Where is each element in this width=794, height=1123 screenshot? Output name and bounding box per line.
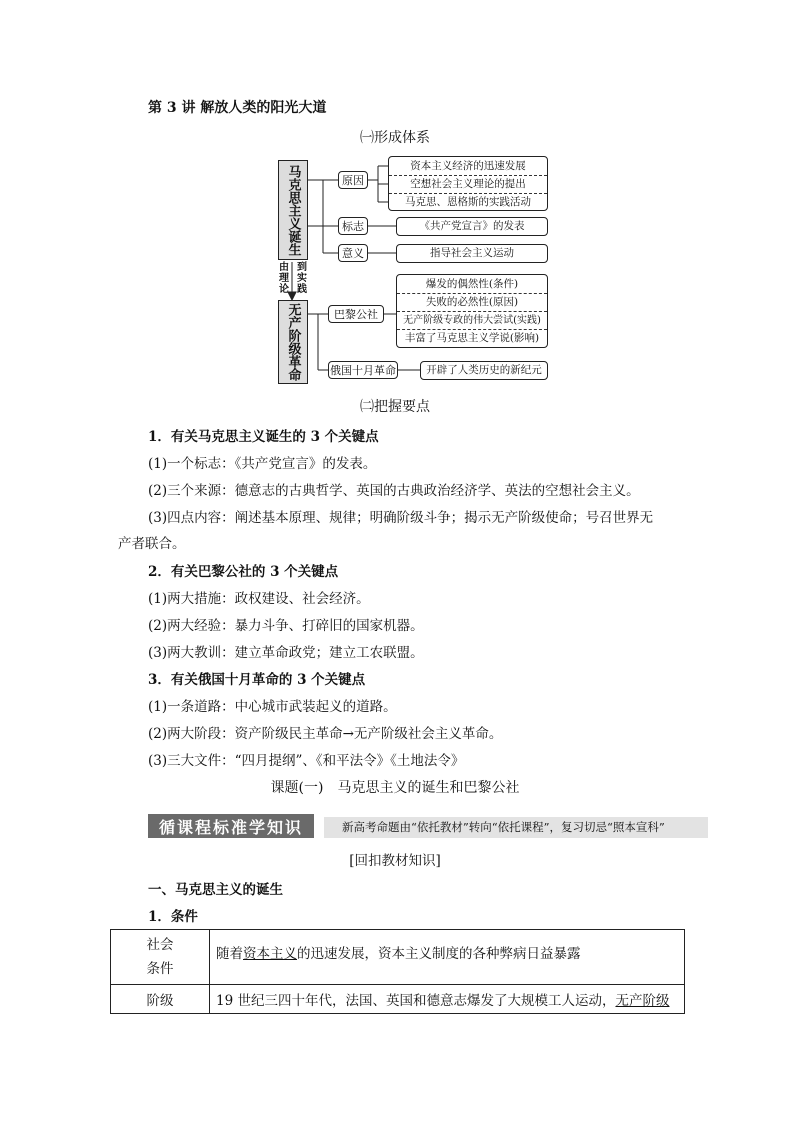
meaning-box [396,244,548,263]
part-heading: 一、马克思主义的诞生 [148,882,283,898]
lecture-title: 第 3 讲 解放人类的阳光大道 [148,100,327,116]
point-line: (3)两大教训：建立革命政党；建立工农联盟。 [148,645,424,661]
banner-title: 循课程标准学知识 [148,814,314,838]
course-standard-banner [148,814,708,838]
cause-label: 原因 [338,171,368,189]
cause-item: 空想社会主义理论的提出 [389,175,547,193]
meaning-label: 意义 [338,244,368,262]
point-line: (2)两大阶段：资产阶级民主革命→无产阶级社会主义革命。 [148,726,503,742]
paris-items-box [396,274,548,348]
row-label-line: 社会 [146,937,174,953]
paris-commune-label: 巴黎公社 [328,305,384,323]
point-line: (1)一条道路：中心城市武装起义的道路。 [148,699,397,715]
row-label [111,930,210,985]
review-heading: [回扣教材知识] [349,853,441,869]
table-row [111,985,685,1014]
transition-left-label: 由理论 [279,262,289,295]
october-revolution-label: 俄国十月革命 [328,361,398,379]
point-heading: 2．有关巴黎公社的 3 个关键点 [148,564,339,580]
sign-text: 《共产党宣言》的发表 [419,220,525,232]
paris-item: 爆发的偶然性(条件) [425,278,519,290]
row-label-line: 阶级 [146,993,174,1009]
content-text: 的迅速发展，资本主义制度的各种弊病日益暴露 [297,946,581,962]
point-heading: 3．有关俄国十月革命的 3 个关键点 [148,672,366,688]
october-box [420,361,548,380]
meaning-text: 指导社会主义运动 [430,247,514,259]
banner-subtitle: 新高考命题由“依托教材”转向“依托课程”，复习切忌“照本宣科” [324,817,708,838]
cause-item: 资本主义经济的迅速发展 [410,160,526,172]
paris-item: 失败的必然性(原因) [397,293,547,311]
point-line: 产者联合。 [118,536,186,552]
row-label [111,985,210,1014]
point-line: (2)三个来源：德意志的古典哲学、英国的古典政治经济学、英法的空想社会主义。 [148,483,640,499]
topic-title: 课题(一) 马克思主义的诞生和巴黎公社 [270,780,520,796]
row-label-line: 条件 [146,961,174,977]
transition-right-label: 到实践 [297,262,307,295]
cause-item: 马克思、恩格斯的实践活动 [389,193,547,211]
conditions-table [110,929,685,1014]
paris-item: 无产阶级专政的伟大尝试(实践) [397,311,547,329]
underlined-answer: 无产阶级 [615,993,670,1009]
causes-box [388,156,548,211]
section-heading-keypoints: ㈡把握要点 [360,399,430,415]
point-line: (1)一个标志：《共产党宣言》的发表。 [148,456,377,472]
sign-box [396,217,548,236]
underlined-answer: 资本主义 [243,946,297,962]
proletarian-revolution-box: 无产阶级革命 [278,300,308,384]
row-content [210,930,685,985]
point-line: (3)三大文件：“四月提纲”、《和平法令》《土地法令》 [148,753,465,769]
table-row [111,930,685,985]
row-content [210,985,685,1014]
point-line: (1)两大措施：政权建设、社会经济。 [148,591,370,607]
paris-item: 丰富了马克思主义学说(影响) [397,329,547,347]
content-text: 随着 [216,946,243,962]
point-line: (2)两大经验：暴力斗争、打碎旧的国家机器。 [148,618,424,634]
october-text: 开辟了人类历史的新纪元 [426,364,542,376]
section-heading-system: ㈠形成体系 [360,130,430,146]
point-heading: 1．有关马克思主义诞生的 3 个关键点 [148,429,379,445]
marxism-birth-box: 马克思主义诞生 [278,160,308,260]
sign-label: 标志 [338,217,368,235]
sub-heading: 1．条件 [148,909,198,925]
point-line: (3)四点内容：阐述基本原理、规律；明确阶级斗争；揭示无产阶级使命；号召世界无 [148,510,654,526]
content-text: 19 世纪三四十年代，法国、英国和德意志爆发了大规模工人运动， [216,993,616,1009]
